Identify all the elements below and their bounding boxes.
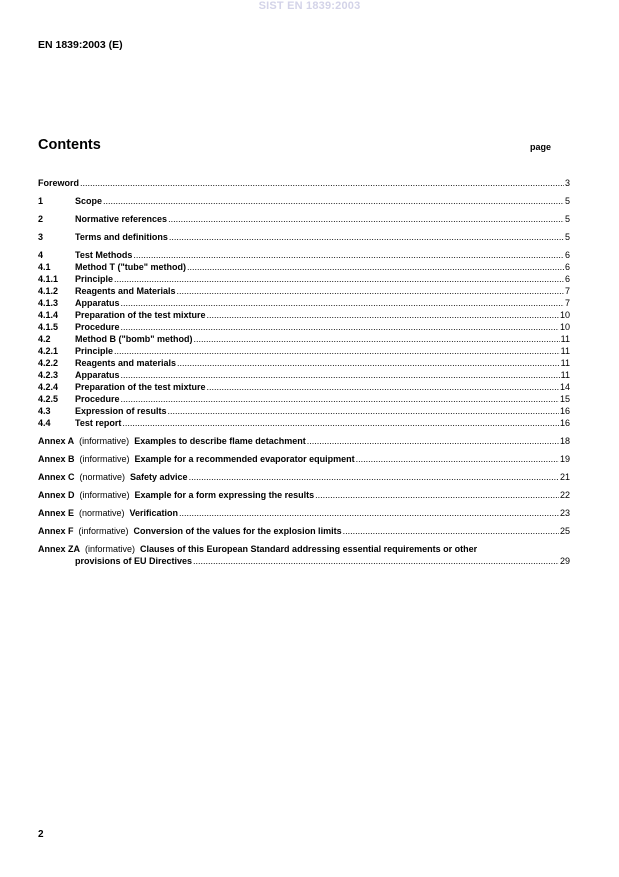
annex-page: 19: [559, 454, 570, 464]
toc-entry-4-2-3[interactable]: [38, 369, 570, 381]
toc-entry-page: 15: [559, 394, 570, 404]
toc-entry-number: 3: [38, 232, 44, 242]
toc-entry-2[interactable]: [38, 213, 570, 225]
dot-leader: [177, 285, 564, 297]
toc-entry-number: 4.3: [38, 406, 51, 416]
toc-annex-f[interactable]: [38, 525, 570, 537]
dot-leader: [179, 507, 559, 519]
annex-label: Annex E: [38, 508, 75, 518]
toc-entry-title: Terms and definitions: [75, 232, 168, 242]
dot-leader: [193, 555, 559, 567]
annex-title: Verification: [129, 508, 179, 518]
toc-entry-title: Apparatus: [75, 370, 120, 380]
toc-entry-title: Procedure: [75, 394, 120, 404]
toc-entry-number: 4.2.3: [38, 370, 59, 380]
toc-entry-number: 4.1.4: [38, 310, 59, 320]
dot-leader: [80, 177, 564, 189]
annex-kind: (informative): [79, 436, 130, 446]
annex-kind: (informative): [85, 544, 136, 554]
annex-page: 21: [559, 472, 570, 482]
toc-entry-page: 10: [559, 310, 570, 320]
toc-entry-title: Principle: [75, 346, 114, 356]
toc-entry-number: 4.1: [38, 262, 51, 272]
toc-entry-title: Expression of results: [75, 406, 167, 416]
toc-entry-title: Method T ("tube" method): [75, 262, 187, 272]
toc-entry-number: 4.1.3: [38, 298, 59, 308]
annex-page: 22: [559, 490, 570, 500]
dot-leader: [168, 213, 564, 225]
toc-entry-page: 6: [564, 274, 570, 284]
toc-entry-number: 4.2: [38, 334, 51, 344]
document-id: EN 1839:2003 (E): [38, 39, 123, 51]
dot-leader: [343, 525, 559, 537]
toc-entry-4-2-2[interactable]: [38, 357, 570, 369]
toc-annex-b[interactable]: [38, 453, 570, 465]
annex-label: Annex F: [38, 526, 74, 536]
toc-entry-4-3[interactable]: [38, 405, 570, 417]
dot-leader: [168, 405, 559, 417]
page-number: 2: [38, 829, 44, 840]
toc-entry-number: 4.4: [38, 418, 51, 428]
annex-title: Safety advice: [130, 472, 188, 482]
toc-entry-number: 4.1.2: [38, 286, 59, 296]
toc-entry-title: Preparation of the test mixture: [75, 310, 206, 320]
toc-entry-page: 6: [564, 262, 570, 272]
toc-entry-page: 16: [559, 418, 570, 428]
toc-annex-za-continuation[interactable]: [38, 555, 570, 567]
toc-entry-4-1-4[interactable]: [38, 309, 570, 321]
dot-leader: [121, 369, 560, 381]
toc-entry-4-2-4[interactable]: [38, 381, 570, 393]
toc-entry-4-1-1[interactable]: [38, 273, 570, 285]
annex-kind: (informative): [78, 526, 129, 536]
toc-entry-title: Procedure: [75, 322, 120, 332]
dot-leader: [194, 333, 560, 345]
annex-title: Example for a form expressing the results: [134, 490, 315, 500]
annex-kind: (normative): [79, 508, 125, 518]
toc-entry-page: 5: [564, 232, 570, 242]
annex-label: Annex D: [38, 490, 75, 500]
toc-entry-page: 5: [564, 196, 570, 206]
annex-label: Annex B: [38, 454, 75, 464]
toc-entry-4[interactable]: [38, 249, 570, 261]
toc-annex-za[interactable]: [38, 543, 570, 555]
dot-leader: [207, 381, 559, 393]
toc-entry-4-2-1[interactable]: [38, 345, 570, 357]
toc-entry-4-1-3[interactable]: [38, 297, 570, 309]
toc-entry-4-1-5[interactable]: [38, 321, 570, 333]
toc-entry-title: Reagents and materials: [75, 358, 177, 368]
annex-page: 29: [559, 556, 570, 566]
toc-entry-page: 7: [564, 286, 570, 296]
toc-annex-d[interactable]: [38, 489, 570, 501]
toc-entry-title: Reagents and Materials: [75, 286, 176, 296]
toc-entry-4-1-2[interactable]: [38, 285, 570, 297]
dot-leader: [103, 195, 564, 207]
dot-leader: [122, 417, 559, 429]
toc-annex-a[interactable]: [38, 435, 570, 447]
toc-entry-page: 11: [560, 358, 570, 368]
toc-entry-number: 4.1.1: [38, 274, 59, 284]
toc-entry-1[interactable]: [38, 195, 570, 207]
toc-entry-number: 4.2.1: [38, 346, 59, 356]
annex-kind: (informative): [79, 454, 130, 464]
annex-kind: (informative): [79, 490, 130, 500]
toc-entry-number: 4.2.5: [38, 394, 59, 404]
toc-entry-page: 11: [560, 346, 570, 356]
toc-entry-4-1[interactable]: [38, 261, 570, 273]
watermark: SIST EN 1839:2003: [258, 0, 361, 12]
annex-label: Annex ZA: [38, 544, 81, 554]
dot-leader: [121, 321, 559, 333]
annex-kind: (normative): [79, 472, 126, 482]
annex-title: Examples to describe flame detachment: [134, 436, 306, 446]
toc-entry-title: Normative references: [75, 214, 168, 224]
dot-leader: [187, 261, 564, 273]
dot-leader: [207, 309, 559, 321]
toc-entry-page: 6: [564, 250, 570, 260]
toc-entry-4-2-5[interactable]: [38, 393, 570, 405]
contents-heading: Contents: [38, 137, 101, 153]
annex-label: Annex C: [38, 472, 75, 482]
annex-label: Annex A: [38, 436, 75, 446]
dot-leader: [121, 393, 559, 405]
annex-page: 25: [559, 526, 570, 536]
dot-leader: [177, 357, 560, 369]
toc-entry-number: 4: [38, 250, 44, 260]
page-column-label: page: [530, 142, 552, 152]
toc-entry-title: Test report: [75, 418, 122, 428]
toc-entry-page: 5: [564, 214, 570, 224]
annex-page: 18: [559, 436, 570, 446]
toc-entry-page: 7: [564, 298, 570, 308]
toc-entry-page: 14: [559, 382, 570, 392]
toc-entry-page: 10: [559, 322, 570, 332]
toc-entry-title: Foreword: [38, 178, 80, 188]
annex-title: Conversion of the values for the explosion limits: [133, 526, 342, 536]
toc-entry-page: 16: [559, 406, 570, 416]
dot-leader: [315, 489, 559, 501]
dot-leader: [189, 471, 559, 483]
toc-entry-foreword[interactable]: [38, 177, 570, 189]
toc-entry-title: Apparatus: [75, 298, 120, 308]
annex-title: Example for a recommended evaporator equipment: [134, 454, 355, 464]
toc-annex-c[interactable]: [38, 471, 570, 483]
toc-entry-4-2[interactable]: [38, 333, 570, 345]
toc-entry-page: 11: [560, 334, 570, 344]
toc-entry-page: 3: [564, 178, 570, 188]
dot-leader: [169, 231, 564, 243]
toc-annex-e[interactable]: [38, 507, 570, 519]
annex-title-continuation: provisions of EU Directives: [75, 556, 193, 566]
dot-leader: [114, 345, 560, 357]
toc-entry-number: 4.1.5: [38, 322, 59, 332]
toc-entry-number: 2: [38, 214, 44, 224]
dot-leader: [133, 249, 564, 261]
dot-leader: [114, 273, 564, 285]
annex-page: 23: [559, 508, 570, 518]
toc-entry-title: Scope: [75, 196, 103, 206]
toc-entry-title: Test Methods: [75, 250, 133, 260]
toc-entry-page: 11: [560, 370, 570, 380]
toc-entry-3[interactable]: [38, 231, 570, 243]
table-of-contents: [38, 177, 570, 567]
dot-leader: [121, 297, 564, 309]
toc-entry-title: Principle: [75, 274, 114, 284]
toc-entry-number: 4.2.4: [38, 382, 59, 392]
dot-leader: [356, 453, 559, 465]
toc-entry-number: 1: [38, 196, 44, 206]
annex-title: Clauses of this European Standard addressing essential requirements or other: [140, 544, 478, 554]
toc-entry-number: 4.2.2: [38, 358, 59, 368]
toc-entry-4-4[interactable]: [38, 417, 570, 429]
toc-entry-title: Method B ("bomb" method): [75, 334, 193, 344]
dot-leader: [307, 435, 559, 447]
toc-entry-title: Preparation of the test mixture: [75, 382, 206, 392]
